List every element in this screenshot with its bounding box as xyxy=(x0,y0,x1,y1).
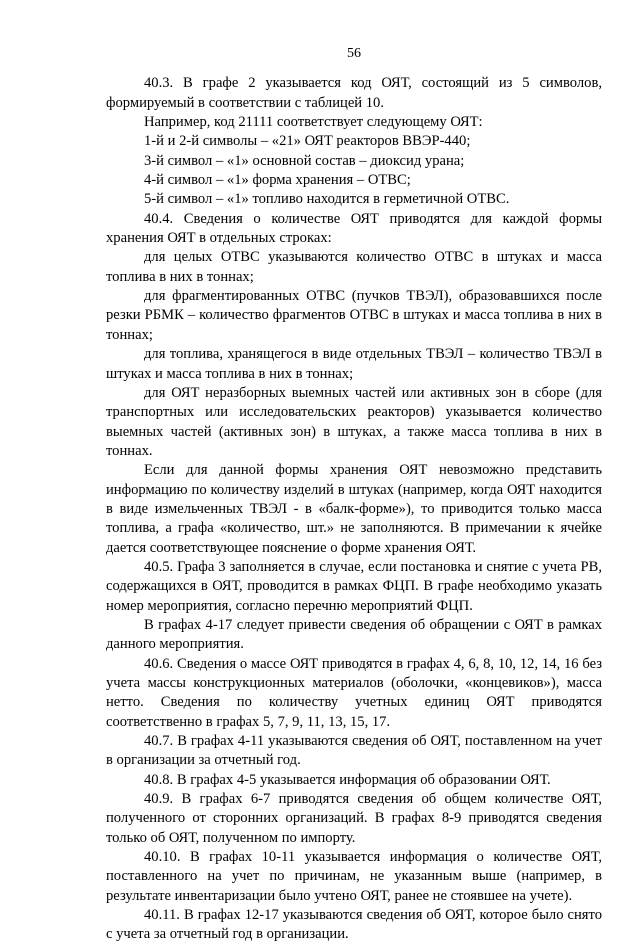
paragraph: для целых ОТВС указываются количество ОТВС в штуках и масса топлива в них в тоннах; xyxy=(106,249,602,285)
paragraph: В графах 4-17 следует привести сведения об обращении с ОЯТ в рамках данного мероприятия. xyxy=(106,616,602,653)
document-body xyxy=(106,74,602,944)
page-number: 56 xyxy=(347,46,361,61)
paragraph: 4-й символ – «1» форма хранения – ОТВС; xyxy=(144,172,411,189)
paragraph: 40.9. В графах 6-7 приводятся сведения об общем количестве ОЯТ, полученного от сторонних организаций. В графах 8-9 приводятся сведения только об ОЯТ, полученном по импорту. xyxy=(106,791,602,846)
paragraph: 40.4. Сведения о количестве ОЯТ приводятся для каждой формы хранения ОЯТ в отдельных строках: xyxy=(106,210,602,247)
paragraph: 40.11. В графах 12-17 указываются сведения об ОЯТ, которое было снято с учета за отчетный год в организации. xyxy=(106,907,602,943)
paragraph: 40.6. Сведения о массе ОЯТ приводятся в графах 4, 6, 8, 10, 12, 14, 16 без учета массы конструкционных материалов (оболочки, «концевиков»), масса нетто. Сведения по количеству учетных единиц ОЯТ приводятся соответственно в графах 5, 7, 9, 11, 13, 15, 17. xyxy=(106,655,602,730)
paragraph: Если для данной формы хранения ОЯТ невозможно представить информацию по количеству изделий в штуках (например, когда ОЯТ находится в виде измельченных ТВЭЛ - в «балк-форме»), то приводится только масса топлива, а графа «количество, шт.» не заполняются. В примечании к ячейке дается соответствующее пояснение о форме хранения ОЯТ. xyxy=(106,462,602,556)
paragraph: 1-й и 2-й символы – «21» ОЯТ реакторов ВВЭР-440; xyxy=(144,133,471,150)
paragraph: для топлива, хранящегося в виде отдельных ТВЭЛ – количество ТВЭЛ в штуках и масса топлива в них в тоннах; xyxy=(106,346,602,382)
paragraph: 40.8. В графах 4-5 указывается информация об образовании ОЯТ. xyxy=(144,771,551,788)
paragraph: для фрагментированных ОТВС (пучков ТВЭЛ), образовавшихся после резки РБМК – количество фрагментов ОТВС в штуках и масса топлива в них в тоннах; xyxy=(106,288,602,343)
paragraph: 5-й символ – «1» топливо находится в герметичной ОТВС. xyxy=(144,191,510,208)
paragraph: 40.7. В графах 4-11 указываются сведения об ОЯТ, поставленном на учет в организации за отчетный год. xyxy=(106,733,602,769)
paragraph: 3-й символ – «1» основной состав – диоксид урана; xyxy=(144,152,465,169)
paragraph: 40.10. В графах 10-11 указывается информация о количестве ОЯТ, поставленного на учет по причинам, не указанным выше (например, в результате инвентаризации было учтено ОЯТ, ранее не стоявшее на учете). xyxy=(106,849,602,904)
paragraph: 40.5. Графа 3 заполняется в случае, если постановка и снятие с учета РВ, содержащихся в ОЯТ, проводится в рамках ФЦП. В графе необходимо указать номер мероприятия, согласно перечню мероприятий ФЦП. xyxy=(106,558,602,614)
paragraph: для ОЯТ неразборных выемных частей или активных зон в сборе (для транспортных или исследовательских реакторов) указывается количество выемных частей (активных зон) в штуках, а также масса топлива в них в тоннах. xyxy=(106,384,602,459)
paragraph: Например, код 21111 соответствует следующему ОЯТ: xyxy=(144,114,483,131)
paragraph: 40.3. В графе 2 указывается код ОЯТ, состоящий из 5 символов, формируемый в соответствии с таблицей 10. xyxy=(106,75,602,111)
